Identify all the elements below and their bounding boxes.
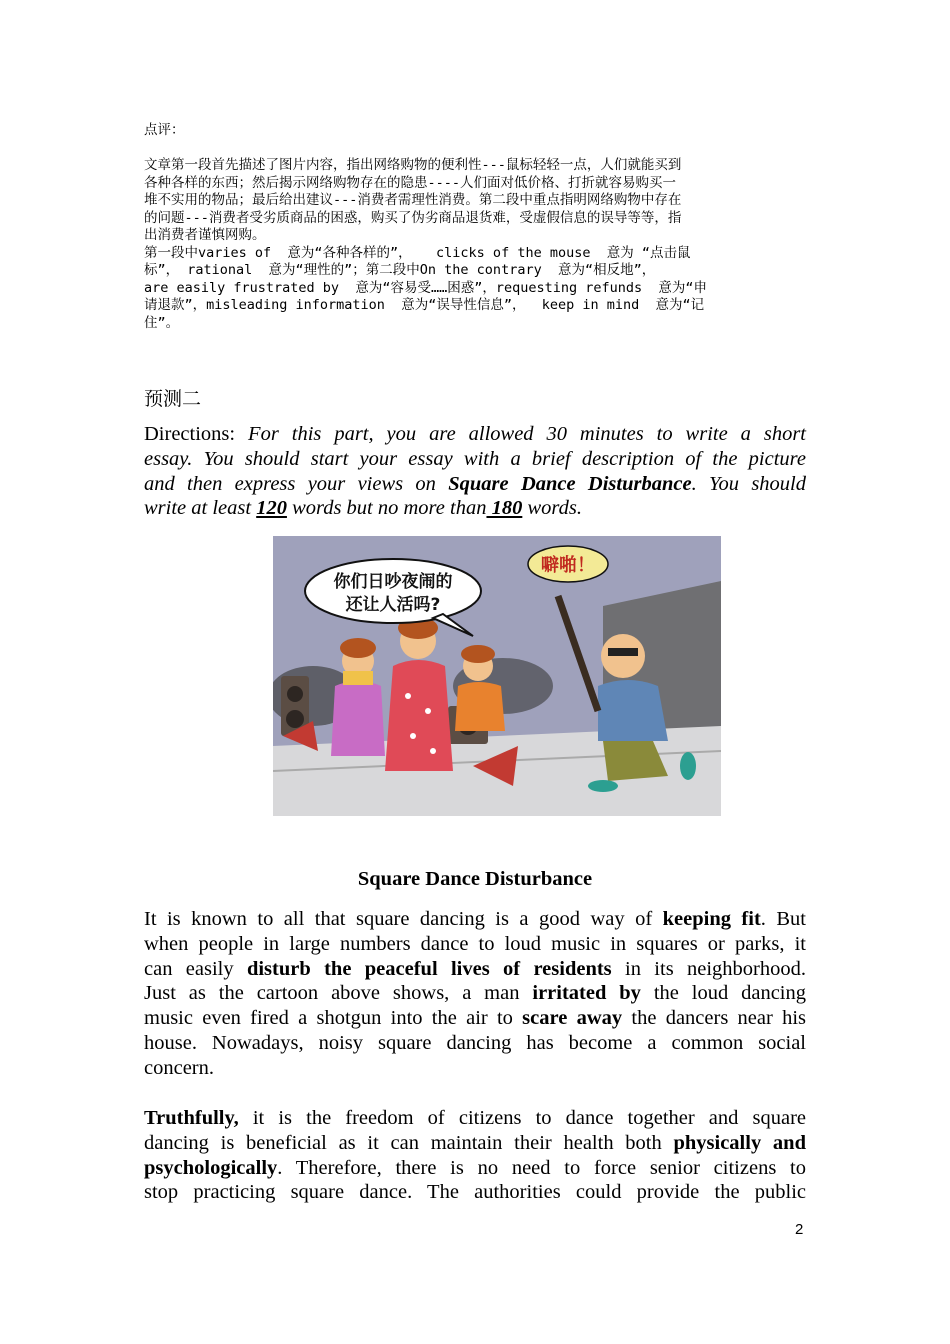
speech-line-2: 还让人活吗? <box>345 595 441 615</box>
sound-effect: 噼啪！ <box>541 555 595 576</box>
review-line: 文章第一段首先描述了图片内容，指出网络购物的便利性---鼠标轻轻一点，人们就能买到 <box>144 157 682 173</box>
page-number: 2 <box>795 1221 804 1238</box>
essay-paragraph-1: It is known to all that square dancing is a good way of keeping fit. But when people in large numbers dance to loud music in squares or parks, it can easily disturb the peaceful lives of residents in its neighborhood. Just as the cartoon above shows, a man irritated by the loud dancing music even fired a shotgun into the air to scare away the dancers near his house. Nowadays, noisy square dancing has become a common social concern. <box>144 908 807 1079</box>
max-words: 180 <box>486 497 523 520</box>
vocab-line: 请退款”，misleading information 意为“误导性信息”， keep in mind 意为“记 <box>144 297 705 313</box>
review-line: 堆不实用的物品；最后给出建议---消费者需理性消费。第二段中重点指明网络购物中存在 <box>144 192 682 208</box>
prediction-heading: 预测二 <box>144 388 202 410</box>
cartoon-illustration <box>273 536 721 816</box>
review-label: 点评： <box>144 122 185 138</box>
review-paragraph <box>144 157 806 332</box>
vocab-line: 住”。 <box>144 314 180 331</box>
cartoon-image <box>273 536 721 816</box>
directions: Directions: For this part, you are allowed 30 minutes to write a short essay. You should start your essay with a brief description of the picture and then express your views on Square Dance Disturbance. You should write at least 120 words but no more than 180 words. <box>144 423 806 520</box>
speech-line-1: 你们日吵夜闹的 <box>333 572 453 592</box>
min-words: 120 <box>256 497 287 520</box>
vocab-line: 标”， rational 意为“理性的”；第二段中On the contrary 意为“相反地”， <box>144 262 656 278</box>
directions-label: Directions: <box>144 423 249 445</box>
vocab-line: are easily frustrated by 意为“容易受……困惑”，requesting refunds 意为“申 <box>144 279 708 296</box>
essay-paragraph-2: Truthfully, it is the freedom of citizens to dance together and square dancing is beneficial as it can maintain their health both physically and psychologically. Therefore, there is no need to force senior citizens to stop practicing square dance. The authorities could provide the public <box>144 1107 806 1204</box>
essay-title: Square Dance Disturbance <box>357 868 593 890</box>
review-line: 出消费者谨慎网购。 <box>144 227 266 243</box>
review-line: 的问题---消费者受劣质商品的困惑，购买了伪劣商品退货难，受虚假信息的误导等等，指 <box>144 209 682 226</box>
vocab-line: 第一段中varies of 意为“各种各样的”， clicks of the mouse 意为 “点击鼠 <box>144 244 691 261</box>
review-line: 各种各样的东西；然后揭示网络购物存在的隐患----人们面对低价格、打折就容易购买一 <box>144 174 677 191</box>
